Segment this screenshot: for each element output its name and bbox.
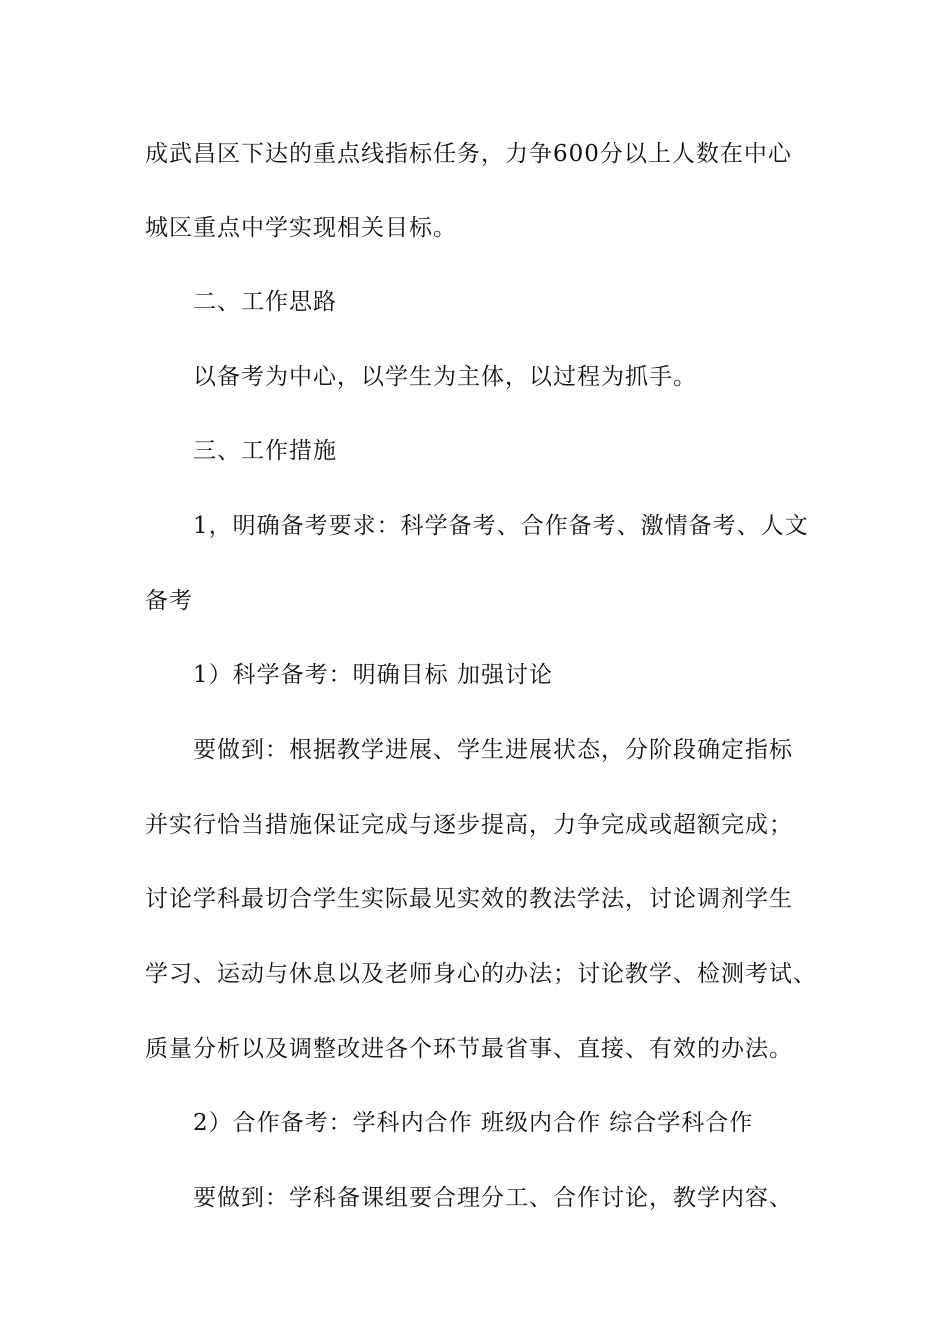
section-heading: 二、工作思路	[193, 289, 337, 315]
paragraph-line: 要做到：学科备课组要合理分工、合作讨论，教学内容、	[193, 1185, 793, 1211]
paragraph-line: 讨论学科最切合学生实际最见实效的教法学法，讨论调剂学生	[145, 886, 793, 912]
paragraph-line: 备考	[145, 588, 193, 614]
paragraph-line: 城区重点中学实现相关目标。	[145, 215, 457, 241]
section-heading: 三、工作措施	[193, 438, 337, 464]
paragraph-line: 要做到：根据教学进展、学生进展状态，分阶段确定指标	[193, 737, 793, 763]
paragraph-line: 学习、运动与休息以及老师身心的办法；讨论教学、检测考试、	[145, 961, 817, 987]
paragraph-line: 成武昌区下达的重点线指标任务，力争600分以上人数在中心	[145, 141, 792, 167]
paragraph-line: 并实行恰当措施保证完成与逐步提高，力争完成或超额完成；	[145, 812, 793, 838]
subsection-heading: 2）合作备考：学科内合作 班级内合作 综合学科合作	[193, 1110, 754, 1136]
subsection-heading: 1）科学备考：明确目标 加强讨论	[193, 662, 553, 688]
paragraph-line: 1，明确备考要求：科学备考、合作备考、激情备考、人文	[193, 513, 809, 539]
paragraph-line: 质量分析以及调整改进各个环节最省事、直接、有效的办法。	[145, 1036, 793, 1062]
paragraph-line: 以备考为中心，以学生为主体，以过程为抓手。	[193, 364, 697, 390]
